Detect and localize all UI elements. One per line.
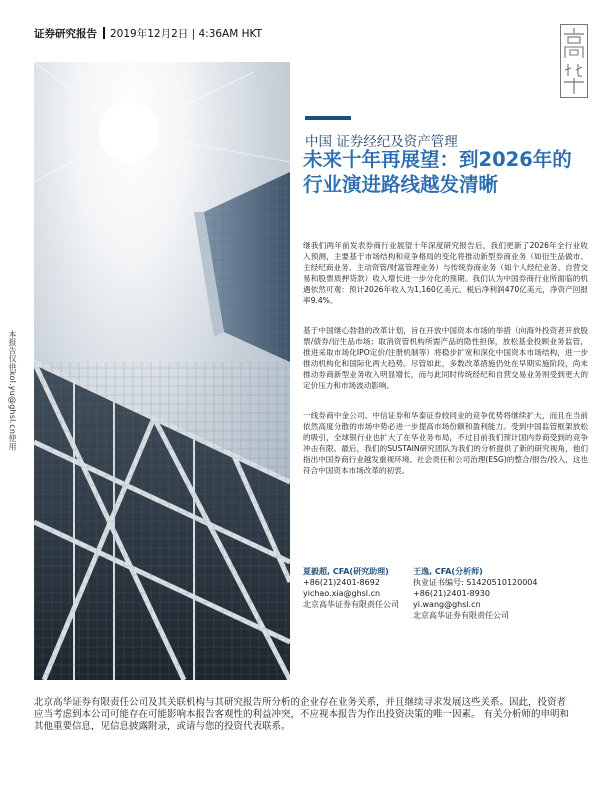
analyst-name: 夏毅超, CFA(研究助理): [303, 567, 389, 576]
title-accent-bar: [305, 116, 351, 120]
analyst-phone: +86(21)2401-8692: [303, 578, 380, 587]
report-header: [34, 26, 262, 41]
analyst-name: 王逸, CFA(分析师): [413, 567, 483, 576]
analyst-license: 执业证书编号: S1420510120004: [413, 578, 538, 587]
body-paragraph: 继我们两年前发表券商行业展望十年深度研究报告后，我们更新了2026年全行业收入预测，主要基于市场结构和竞争格局的变化将推动新型券商业务（如衍生品做市、主经纪商业务、主动资管/财富管理业务）与传统券商业务（如个人经纪业务、自营交易和股票质押贷款）收入增长进一步分化的预期。我们认为中国券商行业所面临的机遇依然可观：预计2026年收入为1,160亿美元、税后净利润470亿美元，净资产回报率9.4%。: [303, 241, 588, 305]
report-datetime: 2019年12月2日 | 4:36AM HKT: [110, 28, 263, 40]
building-skyline-image: [34, 62, 290, 680]
analyst-contact: [413, 566, 537, 621]
header-divider: [103, 27, 105, 39]
analyst-phone: +86(21)2401-8930: [413, 589, 490, 598]
gaohua-logo: [560, 24, 588, 98]
disclosure-footer: 北京高华证券有限责任公司及其关联机构与其研究报告所分析的企业存在业务关系，并且继续寻求发展这些关系。因此，投资者应当考虑到本公司可能存在可能影响本报告客观性的利益冲突，不应视本报告为作出投资决策的唯一因素。 有关分析师的申明和其他重要信息，见信息披露附录，或请与您的投资代表联系。: [34, 697, 570, 732]
recipient-notice: 本报告仅供kol.yu@ghsl.cn使用: [8, 330, 17, 451]
gaohua-logo-mark: [560, 24, 588, 98]
analyst-email[interactable]: yichao.xia@ghsl.cn: [303, 589, 381, 598]
analyst-contact: [303, 566, 399, 610]
report-type: 证券研究报告: [34, 28, 97, 40]
industry-label: 中国 证券经纪及资产管理: [305, 134, 458, 150]
body-paragraph: 一线券商中金公司、中信证券和华泰证券较同业的竞争优势将继续扩大，而且在当前依然高度分散的市场中势必进一步提高市场份额和盈利能力。受到中国监管框架放松的吸引，全球银行业也扩大了在华业务布局，不过目前我们预计国内券商受到的竞争冲击有限。最后，我们的SUSTAIN研究团队为我们的分析提供了新的研究视角，他们指出中国券商行业越发重视环境、社会责任和公司治理(ESG)的整合/报告/投入，这也符合中国资本市场改革的初衷。: [303, 411, 588, 475]
analyst-company: 北京高华证券有限责任公司: [303, 600, 399, 609]
analyst-email[interactable]: yi.wang@ghsl.cn: [413, 600, 481, 609]
report-title: 未来十年再展望：到2026年的行业演进路线越发清晰: [303, 148, 572, 196]
analyst-company: 北京高华证券有限责任公司: [413, 611, 509, 620]
body-paragraph: 基于中国继心勃勃的改革计划，旨在开放中国资本市场的举措（向海外投资者开放股票/债券/衍生品市场；取消资管机构所需产品的隐性担保，放松基金投顾业务监管，推进采取市场化IPO定价/注册机制等）将稳步扩宽和深化中国资本市场结构，进一步推动机构化和国际化两大趋势。尽管如此，多数改革措施仍处在早期实施阶段，尚未推动券商新型业务收入明显增长，而与此同时传统经纪和自营交易业务则受到更大的定价压力和市场波动影响。: [303, 326, 588, 390]
cover-photo: [34, 62, 290, 680]
